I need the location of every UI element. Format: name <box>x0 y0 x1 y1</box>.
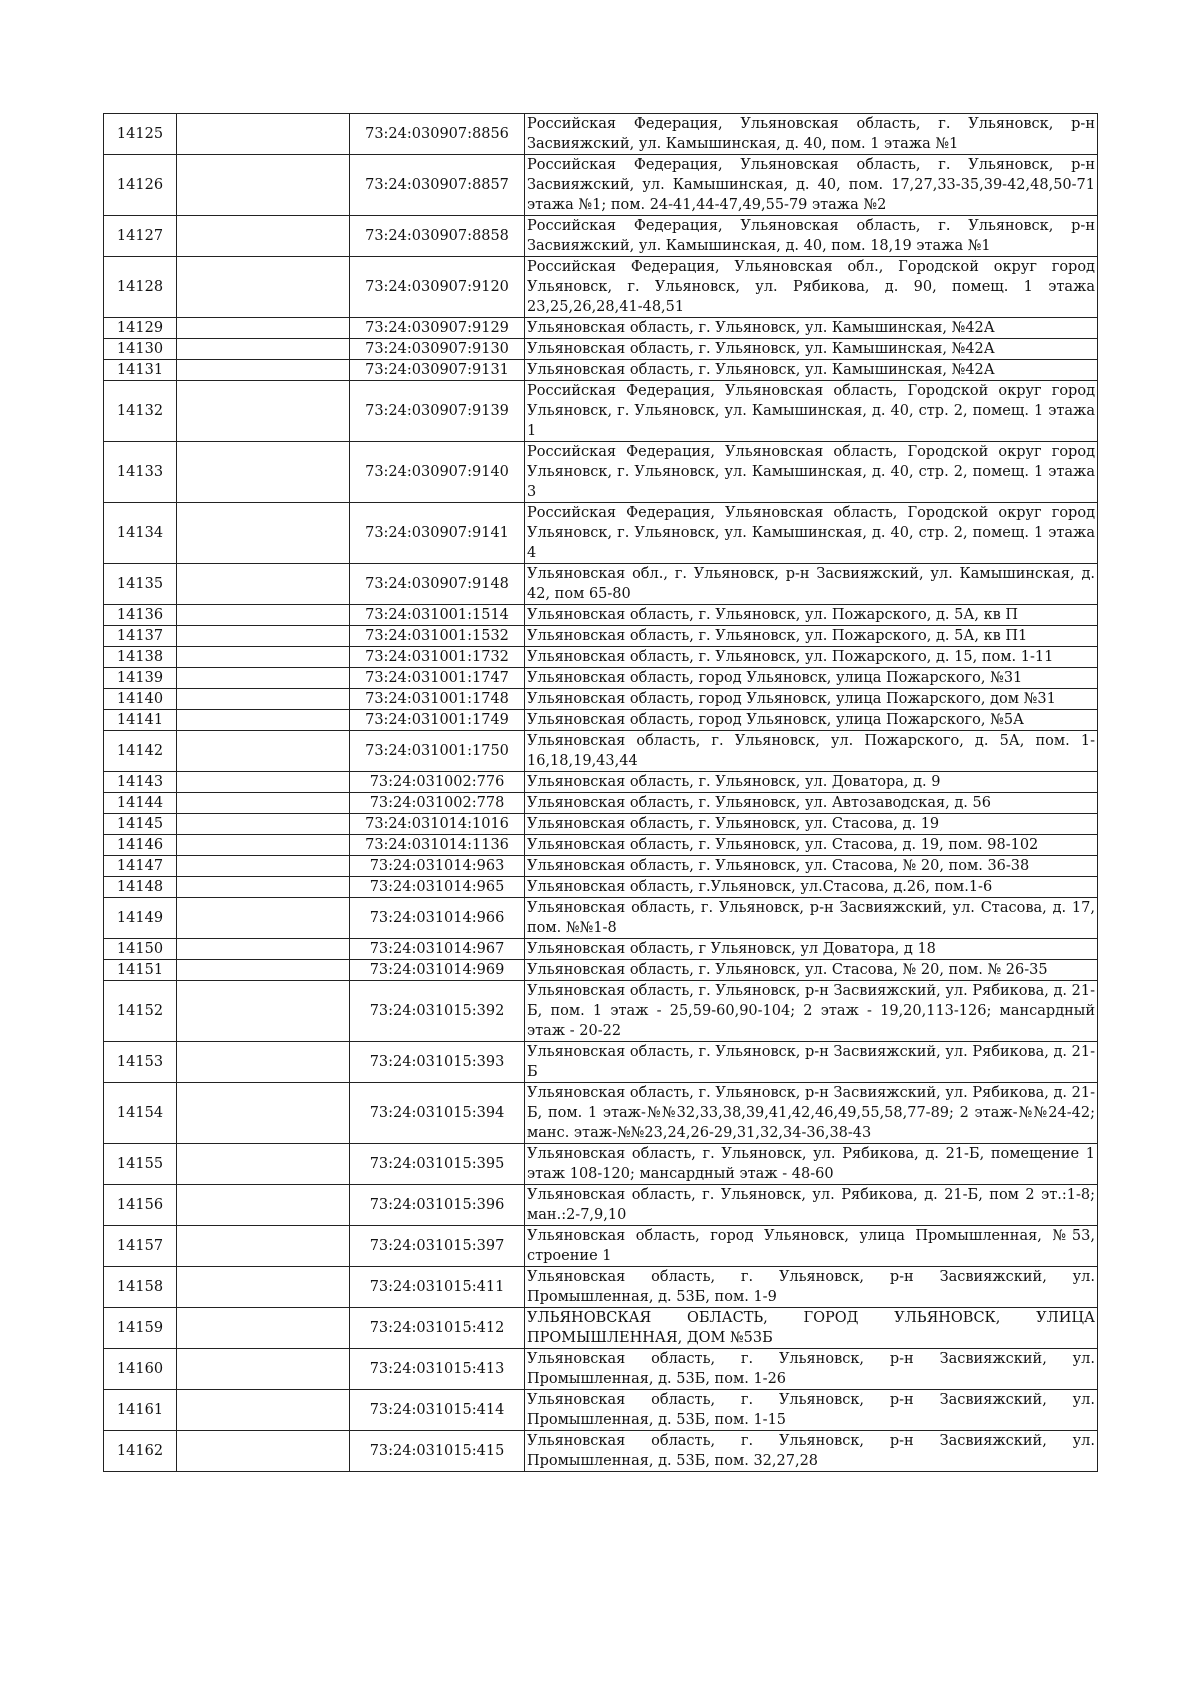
table-row <box>104 898 1098 939</box>
row-extra-cell <box>177 793 350 814</box>
address-cell: Ульяновская область, г. Ульяновск, р-н Засвияжский, ул. Промышленная, д. 53Б, пом. 32,27,28 <box>525 1431 1098 1472</box>
table-row <box>104 1390 1098 1431</box>
row-extra-cell <box>177 1390 350 1431</box>
row-extra-cell <box>177 1042 350 1083</box>
row-extra-cell <box>177 318 350 339</box>
table-row <box>104 1185 1098 1226</box>
table-row <box>104 114 1098 155</box>
address-cell: Ульяновская область, г. Ульяновск, ул. Стасова, д. 19 <box>525 814 1098 835</box>
address-cell: Ульяновская область, г. Ульяновск, ул. Пожарского, д. 5А, кв П <box>525 605 1098 626</box>
table-row <box>104 360 1098 381</box>
row-extra-cell <box>177 877 350 898</box>
address-cell: Российская Федерация, Ульяновская обл., Городской округ город Ульяновск, г. Ульяновск, ул. Рябикова, д. 90, помещ. 1 этажа 23,25,26,28,41-48,51 <box>525 257 1098 318</box>
cadastral-number-cell: 73:24:031014:965 <box>350 877 525 898</box>
row-number-cell: 14148 <box>104 877 177 898</box>
row-extra-cell <box>177 564 350 605</box>
address-cell: Ульяновская область, г. Ульяновск, ул. Камышинская, №42А <box>525 339 1098 360</box>
table-row <box>104 814 1098 835</box>
table-row <box>104 856 1098 877</box>
table-row <box>104 939 1098 960</box>
table-row <box>104 981 1098 1042</box>
table-row <box>104 793 1098 814</box>
table-row <box>104 155 1098 216</box>
row-number-cell: 14144 <box>104 793 177 814</box>
row-number-cell: 14130 <box>104 339 177 360</box>
table-row <box>104 960 1098 981</box>
row-extra-cell <box>177 381 350 442</box>
table-row <box>104 626 1098 647</box>
row-number-cell: 14136 <box>104 605 177 626</box>
cadastral-number-cell: 73:24:031014:966 <box>350 898 525 939</box>
cadastral-number-cell: 73:24:031015:397 <box>350 1226 525 1267</box>
table-row <box>104 689 1098 710</box>
address-cell: Ульяновская область, город Ульяновск, улица Пожарского, №31 <box>525 668 1098 689</box>
cadastral-number-cell: 73:24:031015:413 <box>350 1349 525 1390</box>
address-cell: Ульяновская область, г. Ульяновск, ул. Пожарского, д. 5А, пом. 1-16,18,19,43,44 <box>525 731 1098 772</box>
address-cell: Ульяновская область, г. Ульяновск, ул. Доватора, д. 9 <box>525 772 1098 793</box>
address-cell: Ульяновская область, город Ульяновск, улица Промышленная, №53, строение 1 <box>525 1226 1098 1267</box>
row-number-cell: 14159 <box>104 1308 177 1349</box>
cadastral-number-cell: 73:24:031014:1016 <box>350 814 525 835</box>
cadastral-number-cell: 73:24:031002:778 <box>350 793 525 814</box>
row-number-cell: 14125 <box>104 114 177 155</box>
address-cell: Ульяновская область, г. Ульяновск, р-н Засвияжский, ул. Рябикова, д. 21-Б, пом. 1 этаж - 25,59-60,90-104; 2 этаж - 19,20,113-126; мансардный этаж - 20-22 <box>525 981 1098 1042</box>
table-row <box>104 564 1098 605</box>
table-row <box>104 668 1098 689</box>
row-number-cell: 14162 <box>104 1431 177 1472</box>
row-extra-cell <box>177 1226 350 1267</box>
table-row <box>104 605 1098 626</box>
property-registry-table <box>103 113 1098 1472</box>
address-cell: Ульяновская область, г. Ульяновск, ул. Стасова, № 20, пом. 36-38 <box>525 856 1098 877</box>
address-cell: Ульяновская область, г. Ульяновск, р-н Засвияжский, ул. Рябикова, д. 21-Б <box>525 1042 1098 1083</box>
row-extra-cell <box>177 1185 350 1226</box>
row-number-cell: 14142 <box>104 731 177 772</box>
address-cell: Ульяновская область, г. Ульяновск, ул. Автозаводская, д. 56 <box>525 793 1098 814</box>
table-row <box>104 339 1098 360</box>
address-cell: Ульяновская область, г. Ульяновск, ул. Камышинская, №42А <box>525 360 1098 381</box>
table-row <box>104 1083 1098 1144</box>
cadastral-number-cell: 73:24:030907:9130 <box>350 339 525 360</box>
cadastral-number-cell: 73:24:031001:1514 <box>350 605 525 626</box>
row-number-cell: 14134 <box>104 503 177 564</box>
row-number-cell: 14140 <box>104 689 177 710</box>
row-number-cell: 14131 <box>104 360 177 381</box>
row-extra-cell <box>177 939 350 960</box>
row-number-cell: 14146 <box>104 835 177 856</box>
cadastral-number-cell: 73:24:031014:1136 <box>350 835 525 856</box>
row-extra-cell <box>177 605 350 626</box>
row-extra-cell <box>177 689 350 710</box>
address-cell: Российская Федерация, Ульяновская область, Городской округ город Ульяновск, г. Ульяновск, ул. Камышинская, д. 40, стр. 2, помещ. 1 этажа 3 <box>525 442 1098 503</box>
address-cell: Ульяновская область, г. Ульяновск, ул. Камышинская, №42А <box>525 318 1098 339</box>
row-extra-cell <box>177 710 350 731</box>
row-number-cell: 14149 <box>104 898 177 939</box>
row-number-cell: 14139 <box>104 668 177 689</box>
address-cell: Ульяновская область, г. Ульяновск, р-н Засвияжский, ул. Стасова, д. 17, пом. №№1-8 <box>525 898 1098 939</box>
cadastral-number-cell: 73:24:031001:1748 <box>350 689 525 710</box>
row-number-cell: 14160 <box>104 1349 177 1390</box>
cadastral-number-cell: 73:24:031001:1750 <box>350 731 525 772</box>
row-number-cell: 14132 <box>104 381 177 442</box>
cadastral-number-cell: 73:24:031001:1732 <box>350 647 525 668</box>
row-extra-cell <box>177 503 350 564</box>
row-extra-cell <box>177 1083 350 1144</box>
cadastral-number-cell: 73:24:031001:1749 <box>350 710 525 731</box>
row-number-cell: 14158 <box>104 1267 177 1308</box>
cadastral-number-cell: 73:24:030907:9139 <box>350 381 525 442</box>
row-number-cell: 14157 <box>104 1226 177 1267</box>
table-row <box>104 1349 1098 1390</box>
row-number-cell: 14145 <box>104 814 177 835</box>
row-extra-cell <box>177 814 350 835</box>
table-row <box>104 710 1098 731</box>
cadastral-number-cell: 73:24:031015:412 <box>350 1308 525 1349</box>
row-number-cell: 14150 <box>104 939 177 960</box>
address-cell: Российская Федерация, Ульяновская область, Городской округ город Ульяновск, г. Ульяновск, ул. Камышинская, д. 40, стр. 2, помещ. 1 этажа 4 <box>525 503 1098 564</box>
row-number-cell: 14155 <box>104 1144 177 1185</box>
row-number-cell: 14133 <box>104 442 177 503</box>
row-extra-cell <box>177 1308 350 1349</box>
cadastral-number-cell: 73:24:031014:963 <box>350 856 525 877</box>
row-extra-cell <box>177 1267 350 1308</box>
row-extra-cell <box>177 772 350 793</box>
row-extra-cell <box>177 647 350 668</box>
cadastral-number-cell: 73:24:031015:414 <box>350 1390 525 1431</box>
cadastral-number-cell: 73:24:030907:8857 <box>350 155 525 216</box>
address-cell: Ульяновская область, г. Ульяновск, ул. Стасова, № 20, пом. № 26-35 <box>525 960 1098 981</box>
row-extra-cell <box>177 668 350 689</box>
address-cell: Ульяновская область, г. Ульяновск, ул. Стасова, д. 19, пом. 98-102 <box>525 835 1098 856</box>
address-cell: Ульяновская область, г.Ульяновск, ул.Стасова, д.26, пом.1-6 <box>525 877 1098 898</box>
row-extra-cell <box>177 626 350 647</box>
cadastral-number-cell: 73:24:030907:9148 <box>350 564 525 605</box>
table-row <box>104 442 1098 503</box>
row-number-cell: 14161 <box>104 1390 177 1431</box>
row-extra-cell <box>177 856 350 877</box>
row-number-cell: 14128 <box>104 257 177 318</box>
table-row <box>104 216 1098 257</box>
address-cell: Российская Федерация, Ульяновская область, г. Ульяновск, р-н Засвияжский, ул. Камышинская, д. 40, пом. 18,19 этажа №1 <box>525 216 1098 257</box>
table-row <box>104 257 1098 318</box>
address-cell: Ульяновская область, город Ульяновск, улица Пожарского, дом №31 <box>525 689 1098 710</box>
address-cell: Ульяновская обл., г. Ульяновск, р-н Засвияжский, ул. Камышинская, д. 42, пом 65-80 <box>525 564 1098 605</box>
row-extra-cell <box>177 155 350 216</box>
row-number-cell: 14147 <box>104 856 177 877</box>
address-cell: Ульяновская область, город Ульяновск, улица Пожарского, №5А <box>525 710 1098 731</box>
row-extra-cell <box>177 960 350 981</box>
cadastral-number-cell: 73:24:031015:395 <box>350 1144 525 1185</box>
cadastral-number-cell: 73:24:031015:411 <box>350 1267 525 1308</box>
address-cell: Ульяновская область, г. Ульяновск, ул. Пожарского, д. 5А, кв П1 <box>525 626 1098 647</box>
row-number-cell: 14137 <box>104 626 177 647</box>
address-cell: Ульяновская область, г. Ульяновск, р-н Засвияжский, ул. Промышленная, д. 53Б, пом. 1-26 <box>525 1349 1098 1390</box>
table-row <box>104 503 1098 564</box>
cadastral-number-cell: 73:24:031002:776 <box>350 772 525 793</box>
row-extra-cell <box>177 114 350 155</box>
row-extra-cell <box>177 216 350 257</box>
row-number-cell: 14153 <box>104 1042 177 1083</box>
cadastral-number-cell: 73:24:031001:1532 <box>350 626 525 647</box>
table-row <box>104 1308 1098 1349</box>
address-cell: Ульяновская область, г. Ульяновск, ул. Рябикова, д. 21-Б, пом 2 эт.:1-8; ман.:2-7,9,10 <box>525 1185 1098 1226</box>
table-row <box>104 647 1098 668</box>
row-extra-cell <box>177 898 350 939</box>
table-row <box>104 877 1098 898</box>
address-cell: Ульяновская область, г. Ульяновск, р-н Засвияжский, ул. Промышленная, д. 53Б, пом. 1-9 <box>525 1267 1098 1308</box>
cadastral-number-cell: 73:24:031015:393 <box>350 1042 525 1083</box>
address-cell: Российская Федерация, Ульяновская область, г. Ульяновск, р-н Засвияжский, ул. Камышинская, д. 40, пом. 17,27,33-35,39-42,48,50-71 этажа №1; пом. 24-41,44-47,49,55-79 этажа №2 <box>525 155 1098 216</box>
row-number-cell: 14156 <box>104 1185 177 1226</box>
row-extra-cell <box>177 1144 350 1185</box>
row-number-cell: 14138 <box>104 647 177 668</box>
cadastral-number-cell: 73:24:030907:9129 <box>350 318 525 339</box>
cadastral-number-cell: 73:24:030907:8858 <box>350 216 525 257</box>
cadastral-number-cell: 73:24:031015:415 <box>350 1431 525 1472</box>
address-cell: Ульяновская область, г. Ульяновск, р-н Засвияжский, ул. Рябикова, д. 21-Б, пом. 1 этаж-№№32,33,38,39,41,42,46,49,55,58,77-89; 2 этаж-№№24-42; манс. этаж-№№23,24,26-29,31,32,34-36,38-43 <box>525 1083 1098 1144</box>
table-row <box>104 1267 1098 1308</box>
registry-table-body <box>104 114 1098 1472</box>
row-number-cell: 14151 <box>104 960 177 981</box>
row-number-cell: 14135 <box>104 564 177 605</box>
cadastral-number-cell: 73:24:031015:392 <box>350 981 525 1042</box>
row-number-cell: 14154 <box>104 1083 177 1144</box>
address-cell: Ульяновская область, г Ульяновск, ул Доватора, д 18 <box>525 939 1098 960</box>
table-row <box>104 1144 1098 1185</box>
table-row <box>104 835 1098 856</box>
address-cell: Российская Федерация, Ульяновская область, Городской округ город Ульяновск, г. Ульяновск, ул. Камышинская, д. 40, стр. 2, помещ. 1 этажа 1 <box>525 381 1098 442</box>
row-extra-cell <box>177 835 350 856</box>
table-row <box>104 1226 1098 1267</box>
row-number-cell: 14126 <box>104 155 177 216</box>
table-row <box>104 381 1098 442</box>
cadastral-number-cell: 73:24:030907:9140 <box>350 442 525 503</box>
row-number-cell: 14127 <box>104 216 177 257</box>
address-cell: Ульяновская область, г. Ульяновск, ул. Пожарского, д. 15, пом. 1-11 <box>525 647 1098 668</box>
table-row <box>104 1431 1098 1472</box>
cadastral-number-cell: 73:24:031015:396 <box>350 1185 525 1226</box>
table-row <box>104 772 1098 793</box>
table-row <box>104 731 1098 772</box>
row-number-cell: 14143 <box>104 772 177 793</box>
row-extra-cell <box>177 339 350 360</box>
cadastral-number-cell: 73:24:030907:9141 <box>350 503 525 564</box>
cadastral-number-cell: 73:24:031014:967 <box>350 939 525 960</box>
row-extra-cell <box>177 257 350 318</box>
address-cell: УЛЬЯНОВСКАЯ ОБЛАСТЬ, ГОРОД УЛЬЯНОВСК, УЛИЦА ПРОМЫШЛЕННАЯ, ДОМ №53Б <box>525 1308 1098 1349</box>
cadastral-number-cell: 73:24:031014:969 <box>350 960 525 981</box>
row-extra-cell <box>177 981 350 1042</box>
address-cell: Ульяновская область, г. Ульяновск, ул. Рябикова, д. 21-Б, помещение 1 этаж 108-120; мансардный этаж - 48-60 <box>525 1144 1098 1185</box>
row-number-cell: 14141 <box>104 710 177 731</box>
row-number-cell: 14129 <box>104 318 177 339</box>
address-cell: Российская Федерация, Ульяновская область, г. Ульяновск, р-н Засвияжский, ул. Камышинская, д. 40, пом. 1 этажа №1 <box>525 114 1098 155</box>
row-extra-cell <box>177 1431 350 1472</box>
table-row <box>104 1042 1098 1083</box>
row-extra-cell <box>177 442 350 503</box>
address-cell: Ульяновская область, г. Ульяновск, р-н Засвияжский, ул. Промышленная, д. 53Б, пом. 1-15 <box>525 1390 1098 1431</box>
table-row <box>104 318 1098 339</box>
cadastral-number-cell: 73:24:030907:9131 <box>350 360 525 381</box>
row-number-cell: 14152 <box>104 981 177 1042</box>
cadastral-number-cell: 73:24:030907:8856 <box>350 114 525 155</box>
row-extra-cell <box>177 731 350 772</box>
cadastral-number-cell: 73:24:031001:1747 <box>350 668 525 689</box>
cadastral-number-cell: 73:24:031015:394 <box>350 1083 525 1144</box>
row-extra-cell <box>177 1349 350 1390</box>
cadastral-number-cell: 73:24:030907:9120 <box>350 257 525 318</box>
row-extra-cell <box>177 360 350 381</box>
